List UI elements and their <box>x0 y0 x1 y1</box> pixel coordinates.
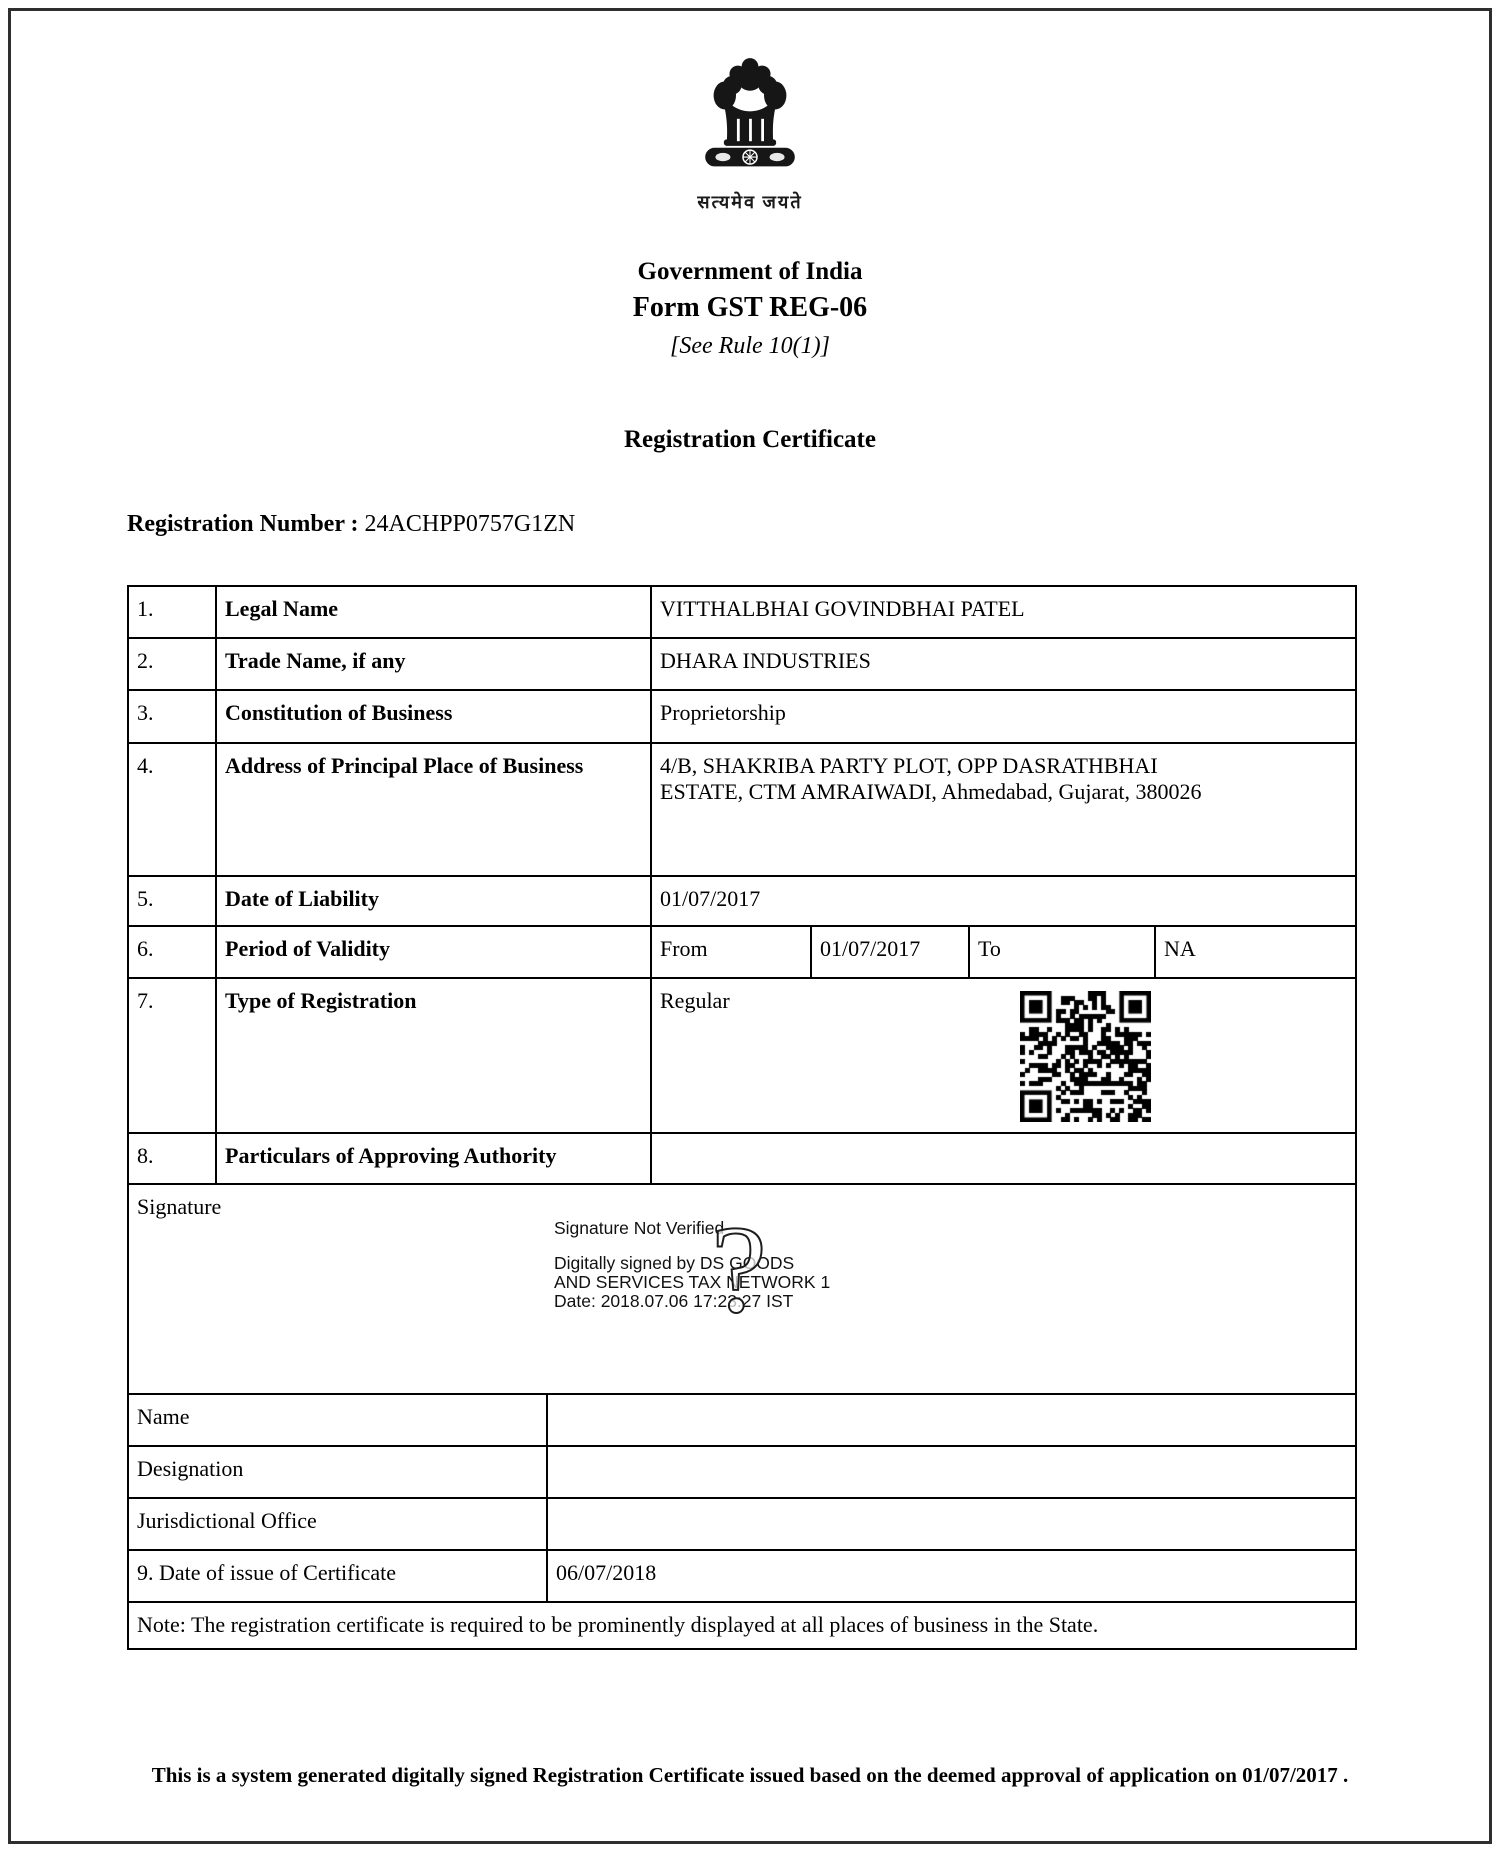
table-row-trade-name <box>128 638 1356 690</box>
stamp-line: Signature Not Verified <box>554 1218 725 1238</box>
certificate-title: Registration Certificate <box>624 426 876 453</box>
stamp-line: Date: 2018.07.06 17:23:27 IST <box>554 1291 794 1311</box>
qr-code <box>1020 991 1151 1122</box>
row-label: 9. Date of issue of Certificate <box>128 1550 547 1602</box>
unverified-question-mark-icon <box>689 1211 789 1341</box>
emblem-of-india <box>0 46 1500 191</box>
row-value <box>651 978 1356 1133</box>
row-value: VITTHALBHAI GOVINDBHAI PATEL <box>651 586 1356 638</box>
registration-type-value: Regular <box>660 988 730 1013</box>
row-number: 2. <box>128 638 216 690</box>
row-value <box>547 1394 1356 1446</box>
emblem-motto: सत्यमेव जयते <box>697 192 803 212</box>
row-number: 6. <box>128 926 216 978</box>
table-row-designation <box>128 1446 1356 1498</box>
row-label: Jurisdictional Office <box>128 1498 547 1550</box>
row-value: DHARA INDUSTRIES <box>651 638 1356 690</box>
stamp-line: Digitally signed by DS GOODS <box>554 1253 795 1273</box>
row-number: 8. <box>128 1133 216 1184</box>
row-number: 3. <box>128 690 216 743</box>
row-value <box>547 1498 1356 1550</box>
signature-cell <box>128 1184 1356 1394</box>
row-number: 7. <box>128 978 216 1133</box>
row-label: Constitution of Business <box>216 690 651 743</box>
row-label: Type of Registration <box>216 978 651 1133</box>
stamp-line: AND SERVICES TAX NETWORK 1 <box>554 1272 831 1292</box>
table-row-date-of-issue <box>128 1550 1356 1602</box>
row-label: Address of Principal Place of Business <box>216 743 651 876</box>
table-row-period-of-validity <box>128 926 1356 978</box>
row-value <box>547 1446 1356 1498</box>
address-line: ESTATE, CTM AMRAIWADI, Ahmedabad, Gujarat, 380026 <box>660 779 1202 804</box>
row-label: Period of Validity <box>216 926 651 978</box>
table-row-constitution <box>128 690 1356 743</box>
validity-to-value: NA <box>1155 926 1356 978</box>
registration-number-line <box>127 511 575 538</box>
row-label: Date of Liability <box>216 876 651 926</box>
registration-table <box>127 585 1357 1650</box>
system-generated-note: This is a system generated digitally signed Registration Certificate issued based on the deemed approval of application on 01/07/2017 . <box>151 1763 1349 1787</box>
row-label: Name <box>128 1394 547 1446</box>
validity-from-label: From <box>651 926 811 978</box>
row-value: Proprietorship <box>651 690 1356 743</box>
address-line: 4/B, SHAKRIBA PARTY PLOT, OPP DASRATHBHAI <box>660 753 1158 778</box>
government-title: Government of India <box>637 258 863 285</box>
table-row-approving-authority <box>128 1133 1356 1184</box>
lion-capital-icon <box>690 46 810 186</box>
row-label: Designation <box>128 1446 547 1498</box>
registration-number-label: Registration Number : <box>127 511 359 537</box>
validity-to-label: To <box>969 926 1155 978</box>
row-number: 5. <box>128 876 216 926</box>
table-row-type-of-registration <box>128 978 1356 1133</box>
table-row-date-of-liability <box>128 876 1356 926</box>
table-row-name <box>128 1394 1356 1446</box>
validity-from-value: 01/07/2017 <box>811 926 969 978</box>
row-value: 01/07/2017 <box>651 876 1356 926</box>
row-number: 1. <box>128 586 216 638</box>
svg-text:?: ? <box>711 1211 767 1339</box>
registration-number-value: 24ACHPP0757G1ZN <box>364 511 576 537</box>
table-row-address <box>128 743 1356 876</box>
row-label: Legal Name <box>216 586 651 638</box>
row-label: Particulars of Approving Authority <box>216 1133 651 1184</box>
row-label: Trade Name, if any <box>216 638 651 690</box>
signature-label: Signature <box>137 1194 222 1219</box>
row-value <box>651 743 1356 876</box>
row-value <box>651 1133 1356 1184</box>
note-text: Note: The registration certificate is required to be prominently displayed at all places of business in the State. <box>128 1602 1356 1649</box>
form-title: Form GST REG-06 <box>632 292 868 323</box>
table-row-signature <box>128 1184 1356 1394</box>
table-row-legal-name <box>128 586 1356 638</box>
rule-reference: [See Rule 10(1)] <box>670 333 830 359</box>
table-row-note <box>128 1602 1356 1649</box>
row-value: 06/07/2018 <box>547 1550 1356 1602</box>
row-number: 4. <box>128 743 216 876</box>
table-row-jurisdictional-office <box>128 1498 1356 1550</box>
